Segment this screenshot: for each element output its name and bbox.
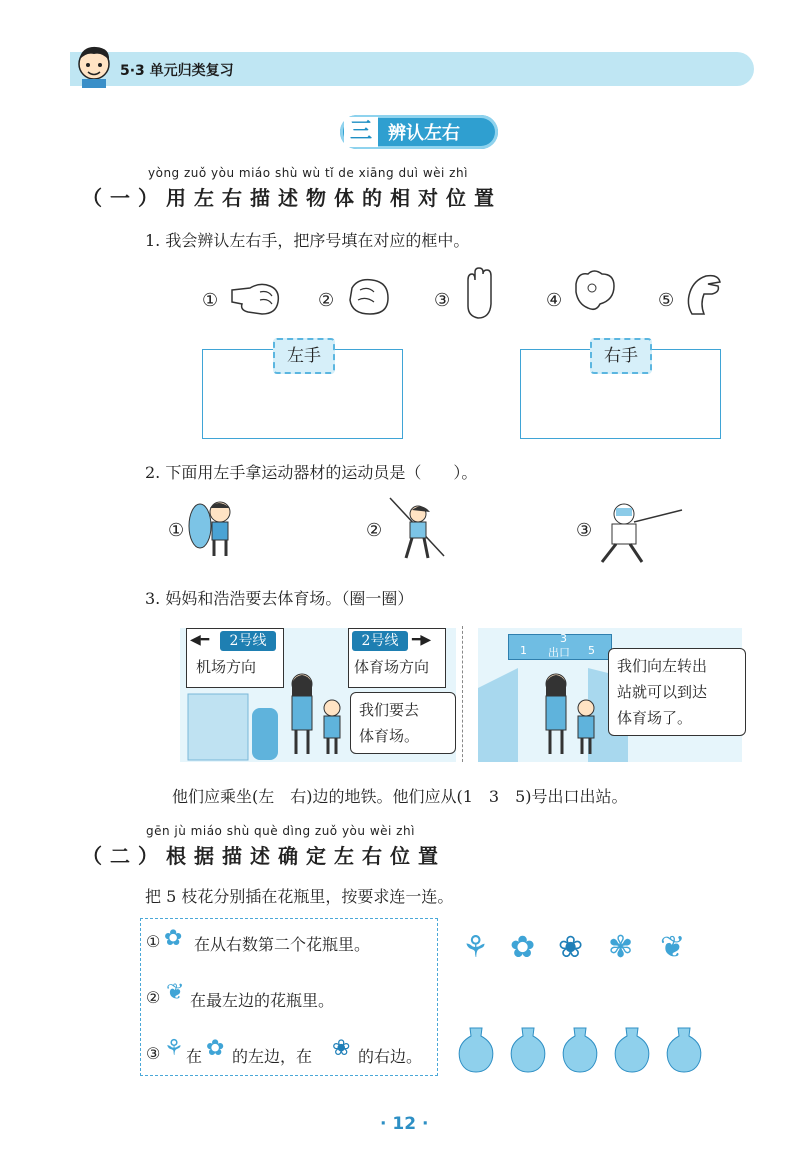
q3-text: 3. 妈妈和浩浩要去体育场。（圈一圈） xyxy=(145,589,414,608)
hand-4-icon xyxy=(570,268,620,314)
section-number: 三 xyxy=(344,117,378,147)
clue3-c: 的右边。 xyxy=(358,1047,423,1066)
mother-son-2-icon xyxy=(538,668,608,758)
bubble-right xyxy=(608,648,746,736)
arrow-left-icon: ◀━ xyxy=(190,632,210,648)
exit-sign-mid: 出口 xyxy=(548,646,570,659)
clue3-a: 在 xyxy=(186,1047,203,1066)
exit-sign-1: 1 xyxy=(520,644,527,657)
q1-option-1: ① xyxy=(202,290,219,311)
vase-5-icon[interactable] xyxy=(667,1028,701,1072)
athlete-racket-icon xyxy=(186,496,238,560)
sign-stadium-dest: 体育场方向 xyxy=(354,658,430,676)
panel-divider xyxy=(462,626,463,762)
flower-4-icon: ✿ xyxy=(206,1036,225,1061)
q2-text: 2. 下面用左手拿运动器材的运动员是（ ）。 xyxy=(145,463,478,482)
athlete-fencing-icon xyxy=(594,496,684,566)
sign-airport-dest: 机场方向 xyxy=(196,658,257,676)
flower-row-4-icon[interactable]: ✾ xyxy=(608,930,634,965)
part2-intro: 把 5 枝花分别插在花瓶里，按要求连一连。 xyxy=(145,887,454,906)
q1-text: 1. 我会辨认左右手，把序号填在对应的框中。 xyxy=(145,231,470,250)
part2-title: （二）根据描述确定左右位置 xyxy=(82,844,446,868)
bubble-right-line3: 体育场了。 xyxy=(617,709,693,727)
bubble-left xyxy=(350,692,456,754)
vase-1-icon[interactable] xyxy=(459,1028,493,1072)
page-number: · 12 · xyxy=(380,1114,429,1134)
clue1-num: ① xyxy=(146,932,161,951)
section-title: 辨认左右 xyxy=(388,123,460,144)
q1-option-4: ④ xyxy=(546,290,563,311)
athlete-javelin-icon xyxy=(388,496,448,562)
header-title: 5·3 单元归类复习 xyxy=(120,63,234,79)
flower-row-2-icon[interactable]: ✿ xyxy=(510,930,536,965)
part1-title: （一）用左右描述物体的相对位置 xyxy=(82,186,502,210)
flower-row-3-icon[interactable]: ❀ xyxy=(558,930,584,965)
flower-3-icon: ⚘ xyxy=(164,1036,184,1061)
q1-option-3: ③ xyxy=(434,290,451,311)
clue2-text: 在最左边的花瓶里。 xyxy=(190,991,335,1010)
vase-4-icon[interactable] xyxy=(615,1028,649,1072)
hand-2-icon xyxy=(344,274,392,318)
bubble-left-line1: 我们要去 xyxy=(359,701,420,719)
clue3-num: ③ xyxy=(146,1044,161,1063)
part1-pinyin: yòng zuǒ yòu miáo shù wù tǐ de xiāng duì wèi zhì xyxy=(148,166,468,180)
flower-row-5-icon[interactable]: ❦ xyxy=(660,930,686,965)
q1-option-5: ⑤ xyxy=(658,290,675,311)
vase-2-icon[interactable] xyxy=(511,1028,545,1072)
clue1-text: 在从右数第二个花瓶里。 xyxy=(194,935,371,954)
clue3-b: 的左边，在 xyxy=(232,1047,313,1066)
q1-option-2: ② xyxy=(318,290,335,311)
sign-stadium-line: 2号线 xyxy=(352,631,408,651)
q2-option-1: ① xyxy=(168,520,185,541)
part2-pinyin: gēn jù miáo shù què dìng zuǒ yòu wèi zhì xyxy=(146,824,415,838)
mother-son-icon xyxy=(284,668,354,758)
exit-sign-5: 5 xyxy=(588,644,595,657)
left-hand-label: 左手 xyxy=(273,338,335,374)
vase-3-icon[interactable] xyxy=(563,1028,597,1072)
bubble-right-line2: 站就可以到达 xyxy=(617,683,708,701)
vases-row xyxy=(456,1026,716,1074)
sign-airport-line: 2号线 xyxy=(220,631,276,651)
bubble-left-line2: 体育场。 xyxy=(359,727,420,745)
q2-option-3: ③ xyxy=(576,520,593,541)
arrow-right-icon: ━▶ xyxy=(412,632,432,648)
q2-option-2: ② xyxy=(366,520,383,541)
flower-5-icon: ❀ xyxy=(332,1036,351,1061)
q3-answer: 他们应乘坐(左 右)边的地铁。他们应从(1 3 5)号出口出站。 xyxy=(172,787,628,806)
exit-sign-3: 3 xyxy=(560,632,567,645)
flower-2-icon: ❦ xyxy=(166,980,185,1005)
clue2-num: ② xyxy=(146,988,161,1007)
right-hand-label: 右手 xyxy=(590,338,652,374)
boy-mascot-icon xyxy=(74,42,114,88)
hand-1-icon xyxy=(230,276,282,318)
train-left-icon xyxy=(184,688,284,762)
hand-5-icon xyxy=(682,270,724,320)
hand-3-icon xyxy=(462,266,498,322)
flower-row-1-icon[interactable]: ⚘ xyxy=(462,930,489,965)
flower-1-icon: ✿ xyxy=(164,926,183,951)
bubble-right-line1: 我们向左转出 xyxy=(617,657,708,675)
